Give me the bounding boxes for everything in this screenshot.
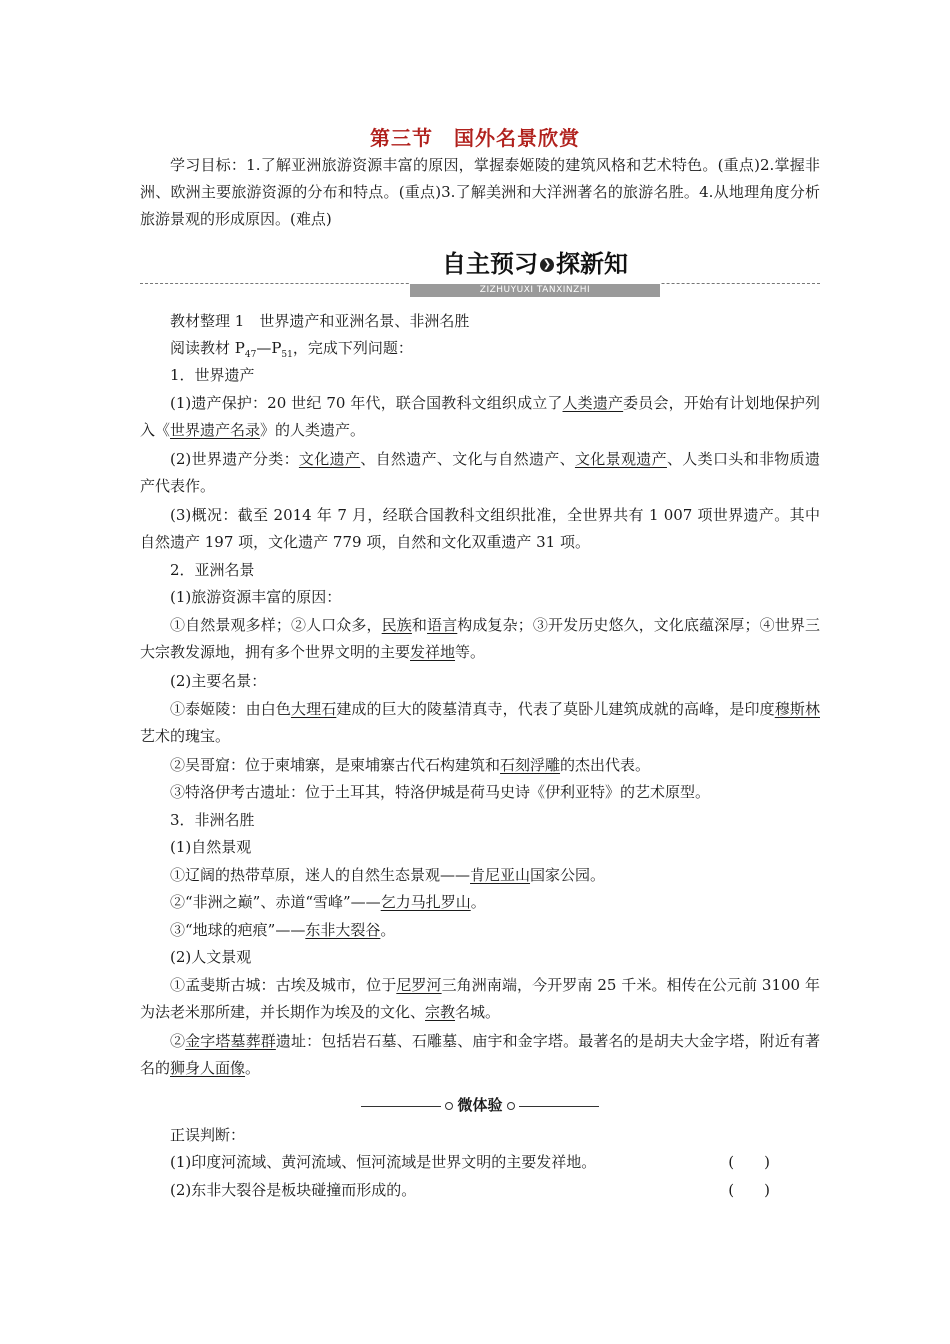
pyramids: [140, 1028, 820, 1082]
answer-blank: 语言: [427, 616, 458, 634]
heritage-overview: (3)概况：截至 2014 年 7 月，经联合国教科文组织批准，全世界共有 1 007 项世界遗产。其中自然遗产 197 项，文化遗产 779 项，自然和文化双重遗产 31 项。: [140, 506, 820, 551]
reading-pre: 阅读教材 P: [170, 339, 245, 357]
text-segment: 建成的巨大的陵墓清真寺，代表了莫卧儿建筑成就的高峰，是印度: [336, 700, 775, 718]
rift-valley: [140, 917, 820, 944]
africa-cultural-heading: (2)人文景观: [170, 948, 252, 966]
banner-title: [410, 246, 660, 284]
answer-blank: 文化景观遗产: [574, 450, 667, 468]
text-segment: 。: [380, 921, 396, 939]
text-segment: 、人类口头和非物质遗产代表作。: [140, 450, 820, 495]
reading-page-start: 47: [244, 350, 257, 360]
judge-item: [140, 1177, 820, 1204]
text-segment: ①泰姬陵：由白色: [170, 700, 291, 718]
africa-natural-heading: (1)自然景观: [170, 838, 252, 856]
answer-bracket[interactable]: ( ): [728, 1181, 770, 1199]
answer-blank: 东非大裂谷: [305, 921, 381, 939]
answer-bracket[interactable]: ( ): [728, 1153, 770, 1171]
divider-dot: [507, 1102, 515, 1110]
answer-blank: 文化遗产: [298, 450, 361, 468]
heritage-categories: [140, 446, 820, 500]
memphis: [140, 972, 820, 1026]
banner-right-text: 探新知: [556, 250, 628, 278]
text-segment: ①辽阔的热带草原，迷人的自然生态景观——: [170, 866, 471, 884]
text-segment: ③“地球的疤痕”——: [170, 921, 306, 939]
judge-statement: (2)东非大裂谷是板块碰撞而形成的。: [170, 1181, 417, 1199]
text-segment: ①自然景观多样；②人口众多，: [170, 616, 382, 634]
material-heading: [140, 308, 820, 335]
kenya-park: [140, 862, 820, 889]
kilimanjaro: [140, 889, 820, 916]
text-segment: 名城。: [455, 1003, 501, 1021]
taj-mahal: [140, 696, 820, 750]
text-segment: 、自然遗产、文化与自然遗产、: [360, 450, 575, 468]
section-banner: [140, 246, 820, 294]
text-segment: 等。: [455, 643, 486, 661]
reading-page-end: 51: [281, 350, 293, 360]
text-segment: (1)遗产保护：20 世纪 70 年代，联合国教科文组织成立了: [170, 394, 563, 412]
answer-blank: 世界遗产名录: [170, 421, 261, 439]
asia-reasons-heading: (1)旅游资源丰富的原因：: [170, 588, 342, 606]
divider-line: [519, 1106, 599, 1107]
text-segment: 》的人类遗产。: [260, 421, 366, 439]
answer-blank: 发祥地: [410, 643, 456, 661]
answer-blank: 大理石: [290, 700, 337, 718]
text-segment: ②: [170, 1032, 186, 1050]
judge-heading: 正误判断：: [170, 1126, 246, 1144]
judge-statement: (1)印度河流域、黄河流域、恒河流域是世界文明的主要发祥地。: [170, 1153, 597, 1171]
text-segment: 委员会，开始有计划地保护列入《: [140, 394, 820, 439]
reading-post: ，完成下列问题：: [292, 339, 413, 357]
angkor-wat: [140, 752, 820, 779]
text-segment: (2)世界遗产分类：: [170, 450, 299, 468]
heading-world-heritage: 1．世界遗产: [170, 366, 255, 384]
answer-blank: 乞力马扎罗山: [380, 893, 471, 911]
answer-blank: 肯尼亚山: [470, 866, 531, 884]
answer-blank: 人类遗产: [562, 394, 624, 412]
heading-asia: 2．亚洲名景: [170, 561, 255, 579]
answer-blank: 尼罗河: [396, 976, 442, 994]
answer-blank: 穆斯林: [774, 700, 820, 718]
asia-sights-heading: (2)主要名景：: [170, 672, 267, 690]
learning-objectives: 学习目标：1.了解亚洲旅游资源丰富的原因，掌握泰姬陵的建筑风格和艺术特色。(重点)2.掌握非洲、欧洲主要旅游资源的分布和特点。(重点)3.了解美洲和大洋洲著名的旅游名胜。4.从地理角度分析旅游景观的形成原因。(难点): [140, 156, 820, 228]
page-title: 第三节 国外名景欣赏: [370, 126, 580, 150]
text-segment: 的杰出代表。: [560, 756, 651, 774]
text-segment: 艺术的瑰宝。: [140, 727, 231, 745]
banner-left-text: 自主预习: [442, 250, 538, 278]
mini-experience-label: 微体验: [457, 1096, 503, 1114]
answer-blank: 石刻浮雕: [500, 756, 561, 774]
judge-item: [140, 1149, 820, 1176]
answer-blank: 民族: [381, 616, 412, 634]
text-segment: ①孟斐斯古城：古埃及城市，位于: [170, 976, 397, 994]
banner-subtitle: ZIZHUYUXI TANXINZHI: [410, 284, 660, 297]
mini-experience-divider: [140, 1094, 820, 1118]
reading-mid: —P: [256, 339, 282, 357]
text-segment: 和: [411, 616, 428, 634]
text-segment: ②“非洲之巅”、赤道“雪峰”——: [170, 893, 381, 911]
divider-dot: [445, 1102, 453, 1110]
heading-africa: 3．非洲名胜: [170, 811, 255, 829]
answer-blank: 金字塔墓葬群: [185, 1032, 276, 1050]
chevron-right-icon: ❯: [540, 258, 554, 272]
text-segment: 遗址：包括岩石墓、石雕墓、庙宇和金字塔。最著名的是胡夫大金字塔，附近有著名的: [140, 1032, 820, 1077]
text-segment: ②吴哥窟：位于柬埔寨，是柬埔寨古代石构建筑和: [170, 756, 501, 774]
answer-blank: 宗教: [425, 1003, 456, 1021]
troy-site: ③特洛伊考古遗址：位于土耳其，特洛伊城是荷马史诗《伊利亚特》的艺术原型。: [170, 783, 711, 801]
material-label: 教材整理 1: [170, 312, 245, 330]
text-segment: 。: [470, 893, 486, 911]
heritage-protection: [140, 390, 820, 444]
answer-blank: 狮身人面像: [170, 1059, 246, 1077]
material-title: 世界遗产和亚洲名景、非洲名胜: [259, 312, 470, 330]
divider-line: [361, 1106, 441, 1107]
text-segment: 三角洲南端，今开罗南 25 千米。相传在公元前 3100 年为法老米那所建，并长期作为埃及的文化、: [140, 976, 820, 1021]
text-segment: 国家公园。: [530, 866, 606, 884]
asia-reasons: [140, 612, 820, 666]
text-segment: 构成复杂；③开发历史悠久，文化底蕴深厚；④世界三大宗教发源地，拥有多个世界文明的主要: [140, 616, 820, 661]
text-segment: 。: [245, 1059, 261, 1077]
